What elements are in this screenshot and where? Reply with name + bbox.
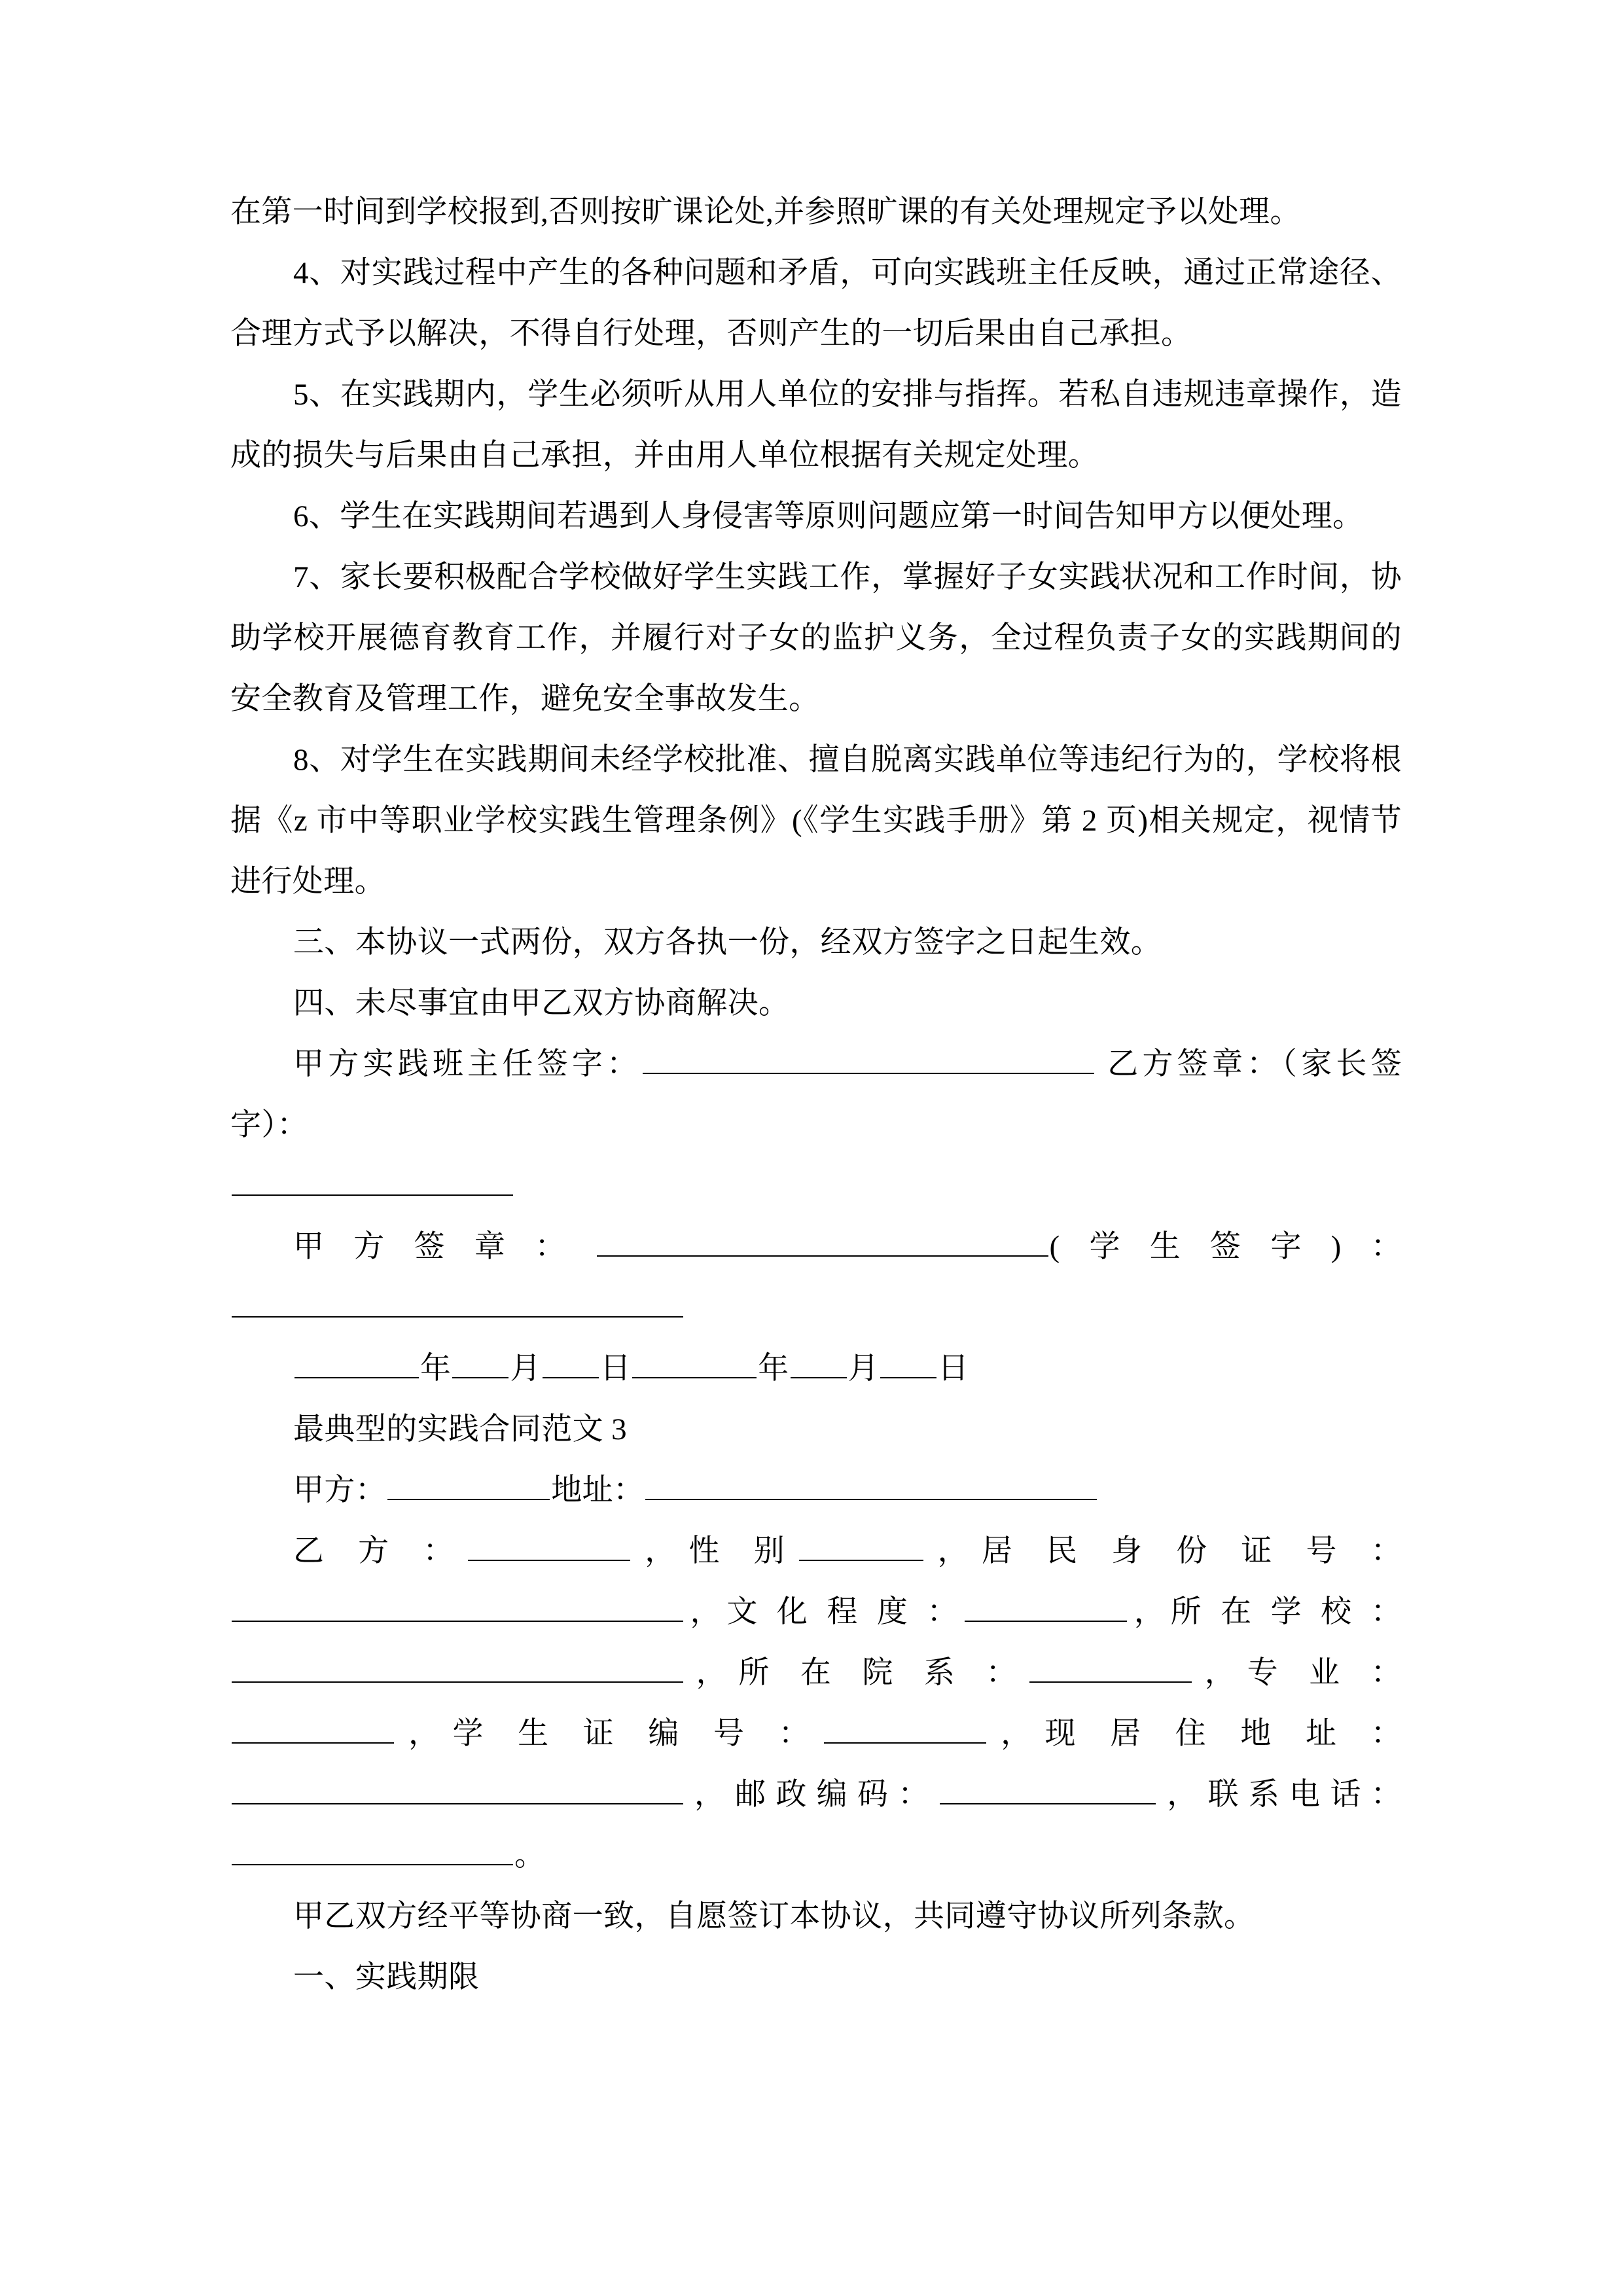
blank-postcode[interactable]: [940, 1776, 1156, 1804]
blank-phone[interactable]: [232, 1837, 513, 1865]
date-label-year-1: 年: [420, 1352, 452, 1386]
signature-label-teacher: 甲方实践班主任签字：: [293, 1047, 642, 1081]
date-label-month-2: 月: [847, 1352, 880, 1386]
date-blank-month-2[interactable]: [791, 1350, 847, 1378]
field-line-party-a: [230, 1460, 1402, 1521]
field-line-school-department: ，所 在 院 系 ： ，专 业 ：: [230, 1643, 1402, 1704]
paragraph-item-5: 5、在实践期内，学生必须听从用人单位的安排与指挥。若私自违规违章操作，造成的损失与后果由自己承担，并由用人单位根据有关规定处理。: [230, 378, 1402, 473]
label-current-address: 现 居 住 地 址 ：: [1044, 1717, 1402, 1751]
signature-blank-student[interactable]: [232, 1289, 683, 1318]
label-gender: 性 别: [688, 1534, 798, 1568]
label-major: 专 业 ：: [1247, 1656, 1402, 1690]
date-label-year-2: 年: [758, 1352, 789, 1386]
paragraph-agreement: 甲乙双方经平等协商一致，自愿签订本协议，共同遵守协议所列条款。: [293, 1899, 1255, 1933]
blank-major[interactable]: [232, 1715, 394, 1744]
signature-blank-parent[interactable]: [232, 1167, 513, 1196]
field-line-party-b: 乙 方 ： ，性 别 ，居 民 身 份 证 号 ：: [230, 1521, 1402, 1582]
paragraph-item-three: 三、本协议一式两份，双方各执一份，经双方签字之日起生效。: [293, 925, 1162, 960]
blank-party-a[interactable]: [387, 1471, 550, 1500]
label-phone: 联系电话：: [1207, 1778, 1402, 1812]
field-line-address-postcode: ，邮政编码： ，联系电话：: [230, 1765, 1402, 1825]
paragraph-item-8: 8、对学生在实践期间未经学校批准、擅自脱离实践单位等违纪行为的，学校将根据《z 市中等职业学校实践生管理条例》(《学生实践手册》第 2 页)相关规定，视情节进行处理。: [230, 743, 1402, 899]
paragraph-top-continuation: 在第一时间到学校报到,否则按旷课论处,并参照旷课的有关处理规定予以处理。: [230, 195, 1301, 229]
field-line-id-education: ，文 化 程 度 ： ，所 在 学 校 ：: [230, 1582, 1402, 1643]
label-party-a: 甲方：: [293, 1473, 387, 1507]
field-line-phone: [230, 1825, 1402, 1886]
blank-current-address[interactable]: [232, 1776, 683, 1804]
blank-gender[interactable]: [799, 1532, 923, 1561]
blank-school[interactable]: [232, 1654, 683, 1683]
label-education: 文 化 程 度 ：: [726, 1595, 964, 1629]
signature-label-partyb: 乙方签章：（家长签字）：: [230, 1047, 1402, 1142]
signature-label-partya-seal: 甲方签章：: [293, 1230, 596, 1264]
date-label-month-1: 月: [510, 1352, 541, 1386]
signature-blank-teacher[interactable]: [643, 1045, 1094, 1074]
date-blank-year-2[interactable]: [632, 1350, 757, 1378]
signature-line-2: [230, 1217, 1402, 1338]
signature-line-1-overflow: [230, 1156, 1402, 1217]
date-label-day-1: 日: [599, 1352, 632, 1386]
label-id-number: 居 民 身 份 证 号 ：: [981, 1534, 1402, 1568]
blank-party-b-name[interactable]: [468, 1532, 630, 1561]
date-blank-day-1[interactable]: [543, 1350, 599, 1378]
blank-department[interactable]: [1029, 1654, 1192, 1683]
label-department: 所 在 院 系 ：: [738, 1656, 1029, 1690]
paragraph-section-one: 一、实践期限: [293, 1960, 480, 1994]
label-address: 地址：: [551, 1473, 645, 1507]
blank-education[interactable]: [965, 1593, 1127, 1622]
paragraph-item-four: 四、未尽事宜由甲乙双方协商解决。: [293, 986, 790, 1020]
document-body: [230, 182, 1402, 2008]
blank-id-number[interactable]: [232, 1593, 683, 1622]
signature-blank-partya-seal[interactable]: [597, 1228, 1048, 1257]
label-postcode: 邮政编码：: [735, 1778, 939, 1812]
paragraph-item-6: 6、学生在实践期间若遇到人身侵害等原则问题应第一时间告知甲方以便处理。: [293, 499, 1364, 533]
paragraph-item-7: 7、家长要积极配合学校做好学生实践工作，掌握好子女实践状况和工作时间，协助学校开展德育教育工作，并履行对子女的监护义务，全过程负责子女的实践期间的安全教育及管理工作，避免安全事故发生。: [230, 560, 1402, 716]
date-blank-month-1[interactable]: [452, 1350, 508, 1378]
blank-student-id[interactable]: [824, 1715, 986, 1744]
label-school: 所 在 学 校 ：: [1170, 1595, 1402, 1629]
label-party-b: 乙 方 ：: [293, 1534, 467, 1568]
date-label-day-2: 日: [938, 1352, 969, 1386]
date-blank-day-2[interactable]: [880, 1350, 936, 1378]
field-line-major-studentid: ，学 生 证 编 号 ： ，现 居 住 地 址 ：: [230, 1704, 1402, 1765]
label-student-id: 学 生 证 编 号 ：: [452, 1717, 823, 1751]
signature-label-student: (学生签字)：: [1049, 1230, 1402, 1264]
paragraph-item-4: 4、对实践过程中产生的各种问题和矛盾，可向实践班主任反映，通过正常途径、合理方式予以解决，不得自行处理，否则产生的一切后果由自己承担。: [230, 256, 1402, 351]
date-blank-year-1[interactable]: [294, 1350, 419, 1378]
label-period: 。: [514, 1839, 546, 1873]
section-title: 最典型的实践合同范文 3: [293, 1412, 628, 1446]
blank-address[interactable]: [645, 1471, 1097, 1500]
signature-date-line: [230, 1338, 1402, 1399]
signature-line-1: [230, 1034, 1402, 1156]
